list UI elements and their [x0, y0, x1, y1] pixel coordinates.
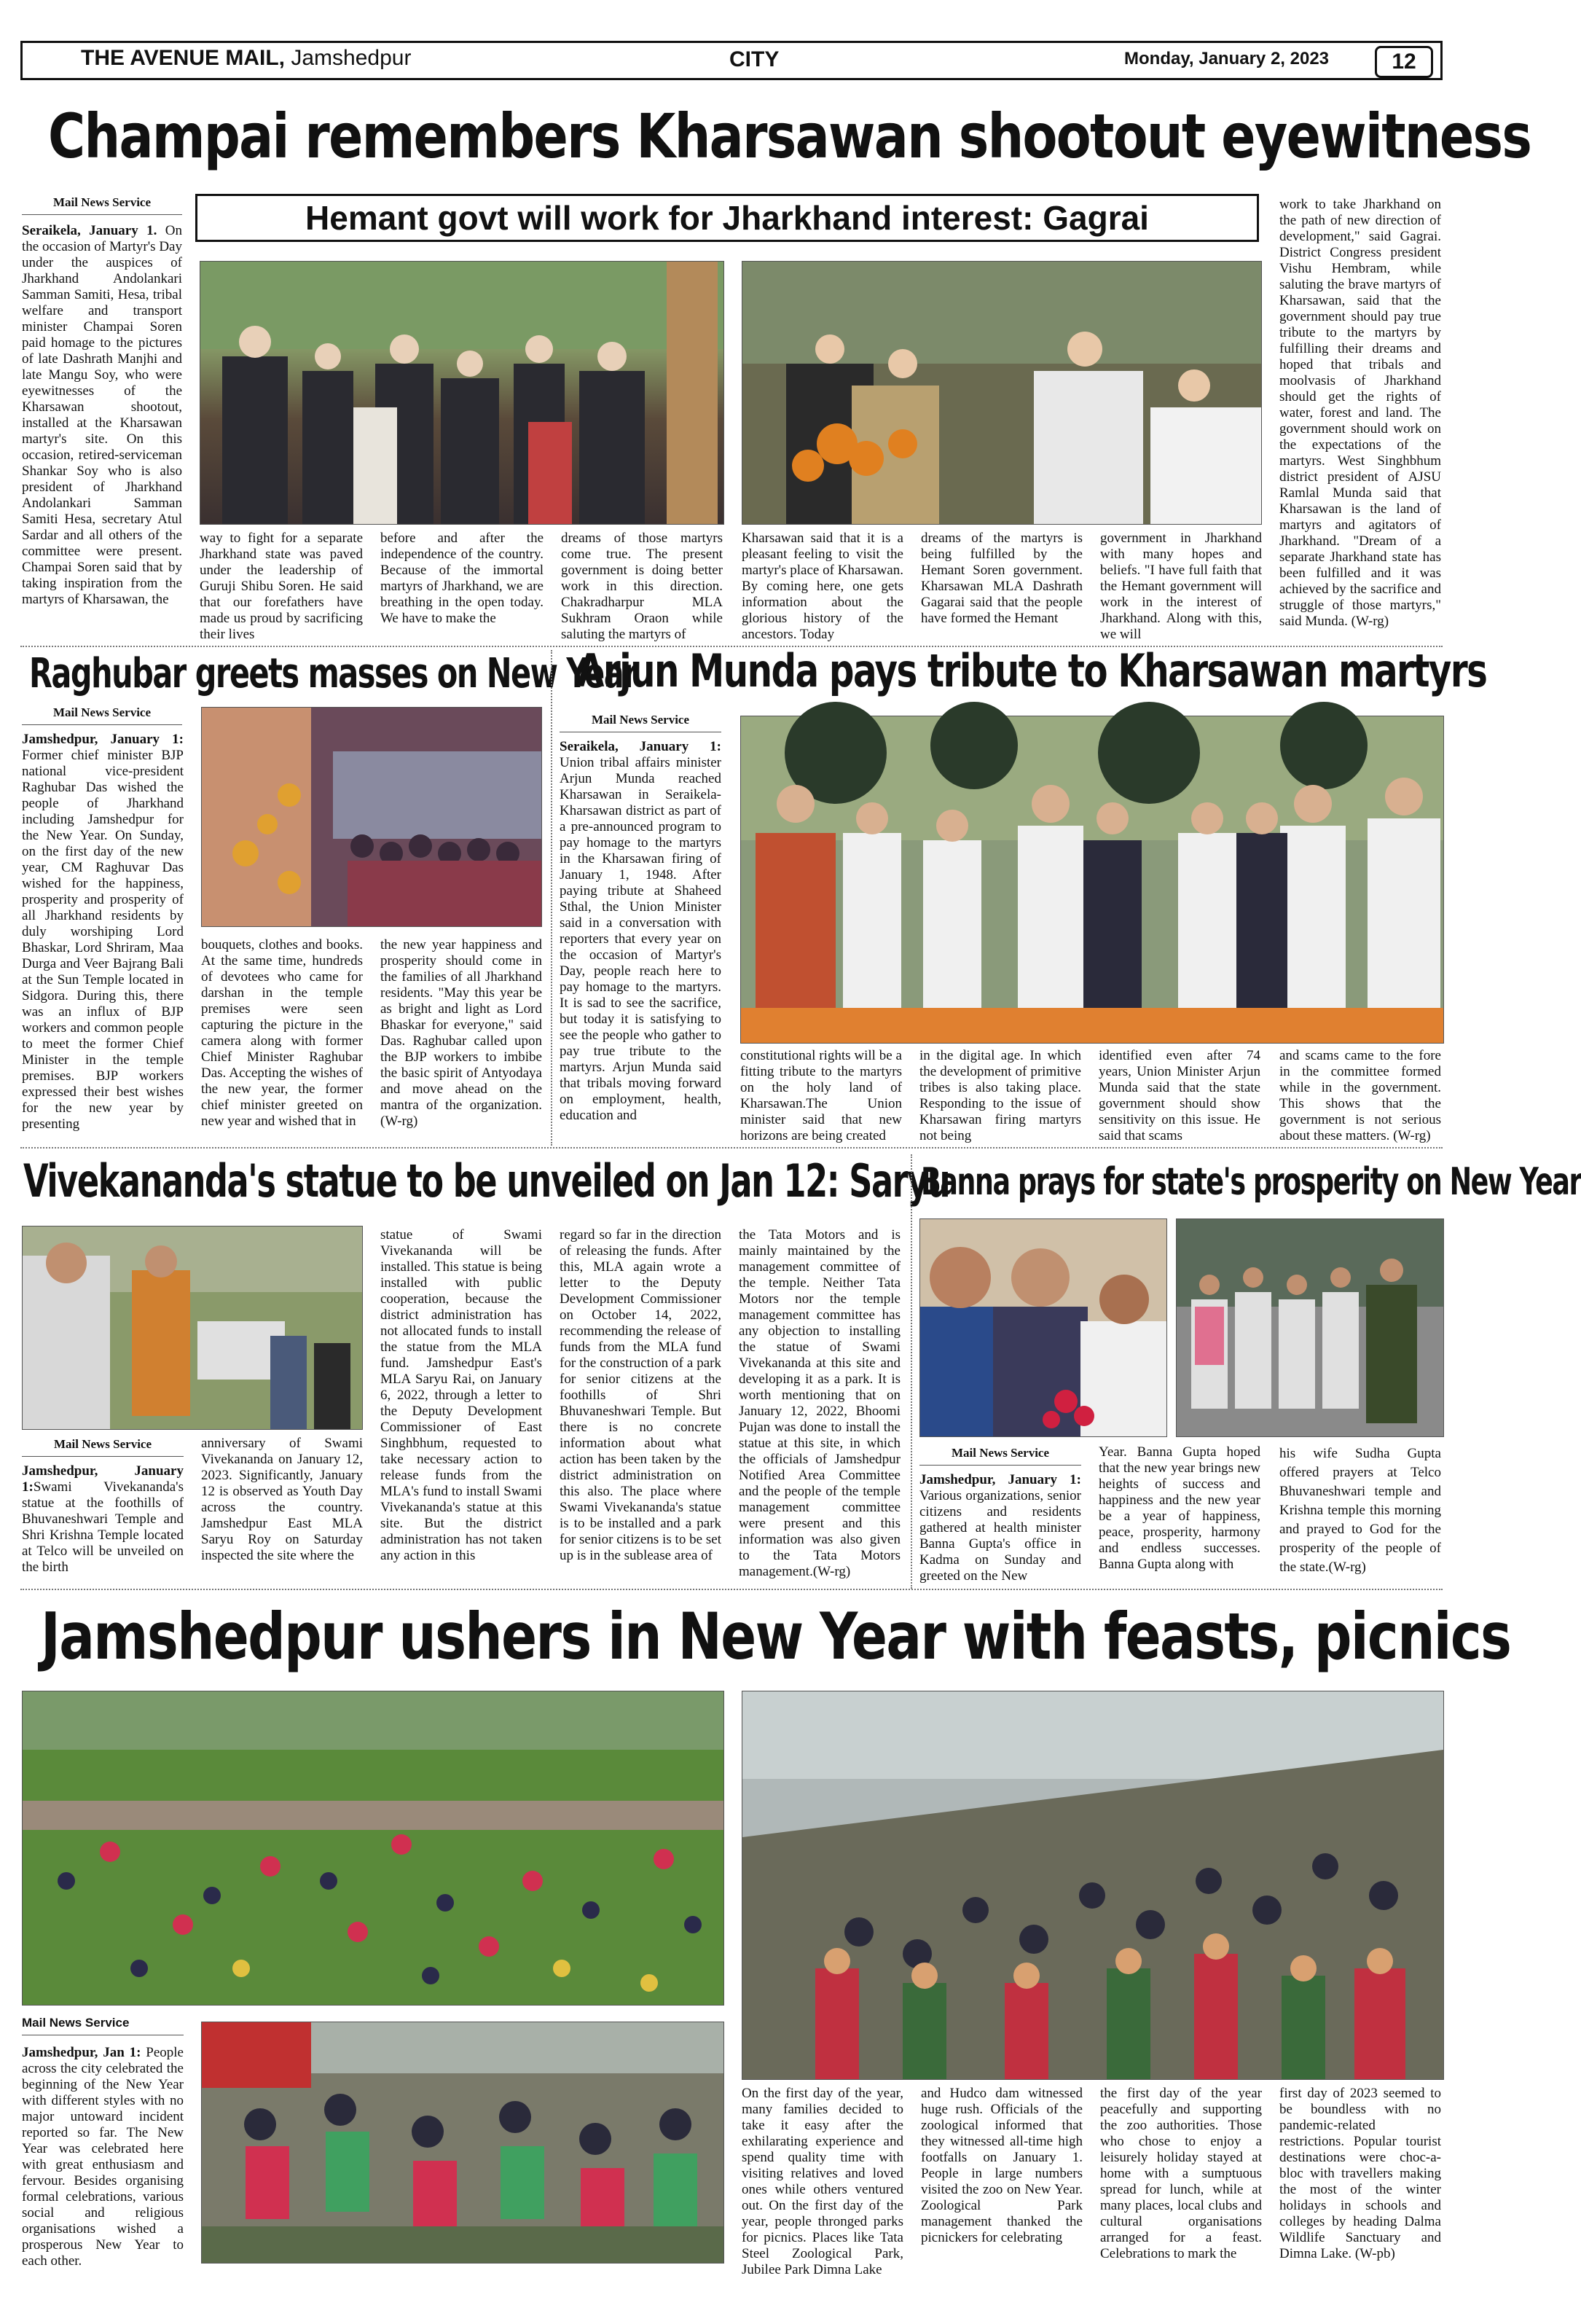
- masthead-city: Jamshedpur: [291, 46, 412, 70]
- story1-col4: dreams of those martyrs come true. The present government is doing better work in this direction. Chakradharpur MLA Sukhram Oraon while saluting the martyrs of: [561, 531, 723, 642]
- story1-subhead: Hemant govt will work for Jharkhand interest: Gagrai: [195, 194, 1259, 242]
- story1-photo-right-art: [742, 262, 1261, 524]
- story5-col3: his wife Sudha Gupta offered prayers at Telco Bhuvaneshwari temple and Krishna temple this morning and prayed to God for the prosperity of the people of the state.(W-rg): [1279, 1446, 1441, 1575]
- story1-col1: Seraikela, January 1. On the occasion of Martyr's Day under the auspices of Jharkhand Andolankari Samman Samiti, Hesa, tribal welfare and transport minister Champai Soren paid homage to the pictures of late Dashrath Manjhi and late Mangu Soy, who were eyewitnesses of the Kharsawan shootout, installed at the Kharsawan martyr's site. On this occasion, retired-serviceman Shankar Soy who is also president of Jharkhand Andolankari Samman Samiti Hesa, secretary Atul Sardar and all others of the committee were present. Champai Soren said that by taking inspiration from the martyrs of Kharsawan, the: [22, 223, 183, 607]
- story1-byline: Mail News Service: [22, 194, 182, 215]
- story4-photo: [22, 1226, 363, 1430]
- page-number: 12: [1375, 46, 1433, 78]
- story3-photo: [740, 716, 1444, 1044]
- story6-col1: Jamshedpur, Jan 1: People across the city celebrated the beginning of the New Year with different styles with no major untoward incident reported so far. The New Year was celebrated here with great enthusiasm and fervour. Besides organising formal celebrations, various social and religious organisations wished a prosperous New Year to each other.: [22, 2045, 184, 2269]
- story3-photo-art: [741, 716, 1443, 1043]
- story6-photo-park-art: [23, 1691, 723, 2005]
- story6-byline: Mail News Service: [22, 2014, 184, 2035]
- masthead-paper: THE AVENUE MAIL, Jamshedpur: [81, 46, 412, 70]
- story2-col2: bouquets, clothes and books. At the same time, hundreds of devotees who came for darshan in the temple premises were seen capturing the picture in the camera along with former Chief Minister Raghubar Das. Accepting the wishes of the new year, the former chief minister greeted on new year and wished that in: [201, 937, 363, 1129]
- story3-col5: and scams came to the fore in the committee formed while in the government. This shows that the government is not serious about these matters. (W-rg): [1279, 1048, 1441, 1143]
- story1-col7: government in Jharkhand with many hopes and beliefs. "I have full faith that the Hemant government will work in the interest of Jharkhand. Along with this, we will: [1100, 531, 1262, 642]
- story3-dateline: Seraikela, January 1:: [560, 739, 721, 754]
- story4-photo-art: [23, 1226, 362, 1429]
- story5-col2: Year. Banna Gupta hoped that the new year brings new heights of success and happiness and the new year be a year of happiness, peace, prosperity, harmony and endless successes. Banna Gupta along with: [1099, 1444, 1260, 1572]
- story6-col3: and Hudco dam witnessed huge rush. Officials of the zoological informed that they witnessed all-time high footfalls on January 1. People in large numbers visited the zoo on New Year. Zoological Park management thanked the picnickers for celebrating: [921, 2086, 1083, 2245]
- story3-col4: identified even after 74 years, Union Minister Arjun Munda said that the state government should show sensitivity on this issue. He said that scams: [1099, 1048, 1260, 1143]
- story6-photo-picnic-art: [202, 2022, 723, 2263]
- story3-col1: Seraikela, January 1: Union tribal affairs minister Arjun Munda reached Kharsawan in Seraikela-Kharsawan district as part of a pre-announced program to pay homage to the martyrs in the Kharsawan firing of January 1, 1948. After paying tribute at Shaheed Sthal, the Union Minister said in a conversation with reporters that every year on the occasion of Martyr's Day, people reach here to pay homage to the martyrs. It is sad to see the sacrifice, but today it is satisfying to see the people who gather to pay true tribute to the martyrs. Arjun Munda said that tribals moving forward on employment, health, education and: [560, 739, 721, 1123]
- story4-col4: the Tata Motors and is mainly maintained by the management committee of the temple. Neither Tata Motors nor the temple management committee has any objection to installing the statue of Swami Vivekananda at this site and developing it as a park. It is worth mentioning that on January 12, 2022, Bhoomi Pujan was done to install the statue at this site, in which the officials of Jamshedpur Notified Area Committee and the people of the temple management committee were present and this information was also given to the Tata Motors management.(W-rg): [739, 1227, 901, 1579]
- story1-photo-left-art: [200, 262, 723, 524]
- story2-col3: the new year happiness and prosperity should come in the families of all Jharkhand residents. "May this year be as bright and light as Lord Bhaskar for everyone," said Das. Raghubar called upon the BJP workers to imbibe the basic spirit of Antyodaya and move ahead on the mantra of the organization.(W-rg): [380, 937, 542, 1129]
- story6-dateline: Jamshedpur, Jan 1:: [22, 2045, 141, 2060]
- section-label: CITY: [729, 47, 780, 71]
- story3-col2: constitutional rights will be a fitting tribute to the martyrs on the holy land of Kharsawan.The Union minister said that new horizons are being created: [740, 1048, 902, 1143]
- story3-byline: Mail News Service: [560, 711, 721, 732]
- story4-col2top: statue of Swami Vivekananda will be installed. This statue is being installed with public cooperation, because the district administration has not allocated funds to install the statue from the MLA fund. Jamshedpur East's MLA Saryu Rai, on January 6, 2022, through a letter to the Deputy Development Commissioner of East Singhbhum, requested to take necessary action to release funds from the MLA's fund to install Swami Vivekananda's statue at this site. But the district administration has not taken any action in this: [380, 1227, 542, 1563]
- story5-headline: Banna prays for state's prosperity on New Year: [921, 1160, 1581, 1204]
- story6-photo-lake-art: [742, 1691, 1443, 2079]
- story5-col1: Jamshedpur, January 1: Various organizations, senior citizens and residents gathered at health minister Banna Gupta's office in Kadma on Sunday and greeted on the New: [919, 1472, 1081, 1584]
- story6-headline: Jamshedpur ushers in New Year with feasts, picnics: [41, 1599, 1511, 1674]
- story1-col2: way to fight for a separate Jharkhand state was paved under the leadership of Guruji Shibu Soren. He said that our forefathers have made us proud by sacrificing their lives: [200, 531, 363, 642]
- story4-col2: anniversary of Swami Vivekananda on January 12, 2023. Significantly, January 12 is observed as Youth Day across the country. Jamshedpur East MLA Saryu Roy on Saturday inspected the site where the: [201, 1436, 363, 1563]
- story1-col6: dreams of the martyrs is being fulfilled by the Hemant Soren government. Kharsawan MLA Dashrath Gagarai said that the people have formed the Hemant: [921, 531, 1083, 626]
- issue-date: Monday, January 2, 2023: [1124, 49, 1330, 69]
- story5-dateline: Jamshedpur, January 1:: [919, 1472, 1081, 1487]
- story5-photo-left: [919, 1218, 1167, 1437]
- story5-photo-left-art: [920, 1219, 1166, 1436]
- masthead: [20, 41, 1443, 80]
- story6-photo-picnic: [201, 2022, 724, 2264]
- story4-headline: Vivekananda's statue to be unveiled on Jan 12: Saryu: [23, 1154, 950, 1208]
- story2-photo: [201, 707, 542, 927]
- story6-col4: the first day of the year peacefully and supporting the zoo authorities. Those who chose to enjoy a leisurely holiday stayed at home with a sumptuous spread for lunch, while at many places, local clubs and cultural organisations arranged for a feast. Celebrations to mark the: [1100, 2086, 1262, 2261]
- story1-photo-left: [200, 261, 724, 525]
- story5-photo-right-art: [1177, 1219, 1443, 1436]
- story2-photo-art: [202, 708, 541, 926]
- story1-photo-right: [742, 261, 1262, 525]
- story5-byline: Mail News Service: [919, 1444, 1081, 1466]
- rule-2: [20, 1147, 1443, 1149]
- story4-byline: Mail News Service: [22, 1436, 184, 1457]
- rule-3: [20, 1589, 1443, 1590]
- story1-col5: Kharsawan said that it is a pleasant feeling to visit the martyr's place of Kharsawan. By coming here, one gets information about the glorious history of the ancestors. Today: [742, 531, 903, 642]
- story1-col8: work to take Jharkhand on the path of new direction of development," said Gagrai. District Congress president Vishu Hembram, while saluting the brave martyrs of Kharsawan, said that the government should pay true tribute to the martyrs by fulfilling their dreams and hoped that tribals and moolvasis of Jharkhand should get the rights of water, forest and land. The government should work on the expectations of the martyrs. West Singhbhum district president of AJSU Ramlal Munda said that Kharsawan is the land of martyrs and agitators of Jharkhand. "Dream of a separate Jharkhand state has been fulfilled and it was achieved by the sacrifice and struggle of those martyrs," said Munda. (W-rg): [1279, 197, 1441, 629]
- vrule-2: [911, 1154, 912, 1589]
- story6-col5: first day of 2023 seemed to be boundless with no pandemic-related restrictions. Popular tourist destinations were choc-a-bloc with travellers making the most of the winter holidays in schools and colleges by heading Dalma Wildlife Sanctuary and Dimna Lake. (W-pb): [1279, 2086, 1441, 2261]
- story4-dateline: Jamshedpur, January 1:: [22, 1463, 184, 1495]
- story3-headline: Arjun Munda pays tribute to Kharsawan martyrs: [577, 644, 1487, 697]
- vrule-1: [551, 650, 552, 1146]
- story5-photo-right: [1176, 1218, 1444, 1437]
- story6-photo-lake: [742, 1691, 1444, 2080]
- story6-col2: On the first day of the year, many families decided to take it easy after the exhilarating experience and spend quality time with visiting relatives and loved ones while others ventured out. On the first day of the year, people thronged parks for picnics. Places like Tata Steel Zoological Park, Jubilee Park Dimna Lake: [742, 2086, 903, 2277]
- story2-dateline: Jamshedpur, January 1:: [22, 732, 184, 747]
- story6-photo-park: [22, 1691, 724, 2006]
- story3-col3: in the digital age. In which the development of primitive tribes is also taking place. Responding to the issue of Kharsawan firing martyrs not being: [919, 1048, 1081, 1143]
- story1-dateline: Seraikela, January 1.: [22, 223, 157, 238]
- story2-col1: Jamshedpur, January 1: Former chief minister BJP national vice-president Raghubar Das wished the people of Jharkhand including Jamshedpur for the New Year. On Sunday, on the first day of the new year, CM Raghuvar Das wished for the happiness, prosperity and prosperity of all Jharkhand residents by duly worshiping Lord Bhaskar, Lord Shriram, Maa Durga and Veer Bajrang Bali at the Sun Temple located in Sidgora. During this, there was an influx of BJP workers and common people to meet the former Chief Minister in the temple premises. BJP workers expressed their best wishes for the new year by presenting: [22, 732, 184, 1132]
- story1-headline: Champai remembers Kharsawan shootout eyewitness: [48, 101, 1531, 172]
- story4-col3: regard so far in the direction of releasing the funds. After this, MLA again wrote a letter to the Deputy Development Commissioner on October 14, 2022, recommending the release of funds from the MLA fund for the construction of a park for senior citizens at the foothills of Shri Bhuvaneshwari Temple. But there is no concrete information about what action has been taken by the district administration on this also. The place where Swami Vivekananda's statue is to be installed and a park for senior citizens is to be set up is in the sublease area of: [560, 1227, 721, 1563]
- story4-col1: Jamshedpur, January 1:Swami Vivekananda's statue at the foothills of Bhuvaneshwari Temple and Shri Krishna Temple located at Telco will be unveiled on the birth: [22, 1463, 184, 1575]
- story1-col3: before and after the independence of the country. Because of the immortal martyrs of Jharkhand, we are breathing in the open today. We have to make the: [380, 531, 544, 626]
- story2-byline: Mail News Service: [22, 704, 182, 725]
- story2-headline: Raghubar greets masses on New Year: [29, 650, 638, 697]
